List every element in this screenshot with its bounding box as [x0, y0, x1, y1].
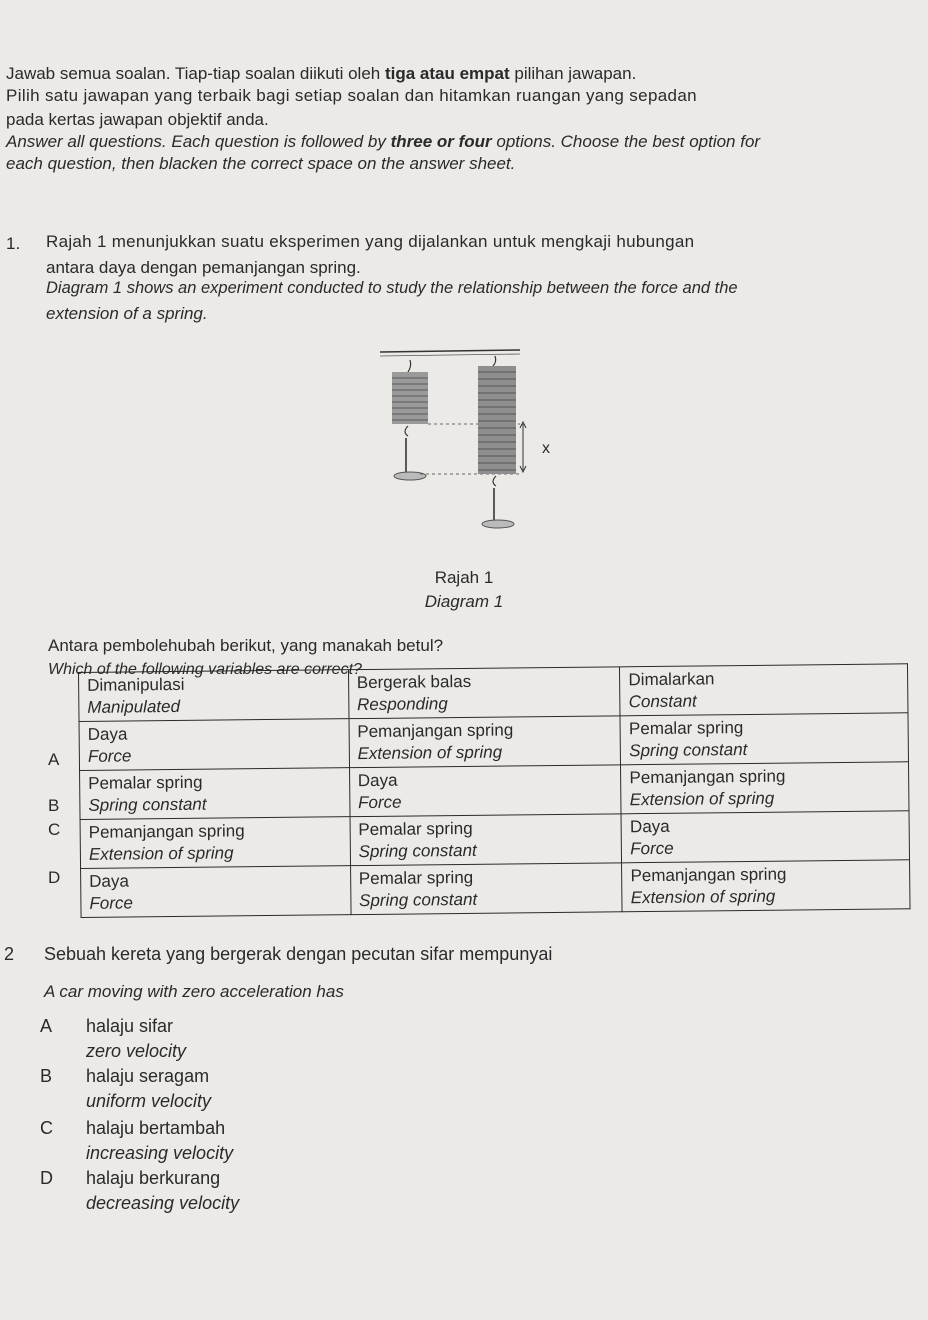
table-cell [350, 863, 622, 915]
spring-unloaded [392, 360, 428, 480]
table-row-a [79, 713, 908, 771]
table-header-row [79, 664, 908, 722]
q2-number: 2 [4, 944, 15, 964]
instruction-bm-line2: Pilih satu jawapan yang terbaik bagi setiap soalan dan hitamkan ruangan yang sepadan [6, 86, 697, 105]
table-cell [621, 762, 909, 814]
table-cell [620, 713, 908, 765]
cell-en: Spring constant [358, 889, 478, 911]
cell-en: Spring constant [629, 739, 748, 761]
q1-option-letter-c: C [48, 820, 61, 839]
table-cell [350, 814, 622, 866]
cell-bm: Daya [629, 816, 670, 837]
q1-option-letter-b: B [48, 796, 60, 815]
table-cell [349, 765, 621, 817]
cell-bm: Daya [89, 871, 129, 891]
table-cell [80, 768, 350, 820]
cell-bm: Pemanjangan spring [357, 720, 514, 742]
table-cell [80, 817, 350, 869]
table-cell [79, 719, 349, 771]
cell-bm: Bergerak balas [356, 671, 472, 693]
support-beam [380, 350, 520, 352]
q2-en: A car moving with zero acceleration has [44, 982, 344, 1001]
cell-bm: Pemalar spring [628, 718, 744, 739]
instruction-bm-end: pilihan jawapan. [509, 64, 637, 83]
instruction-bm-line3: pada kertas jawapan objektif anda. [6, 110, 269, 129]
cell-bm: Pemalar spring [358, 867, 474, 889]
diagram-caption-en: Diagram 1 [424, 592, 504, 611]
header-manipulated [79, 670, 349, 722]
instruction-bm-text: Jawab semua soalan. Tiap-tiap soalan diikuti oleh [6, 64, 385, 83]
q1-number: 1. [6, 234, 21, 253]
q2-option-c [40, 1118, 233, 1164]
option-en: uniform velocity [86, 1091, 212, 1111]
cell-bm: Daya [357, 770, 398, 791]
instruction-bm-line1 [6, 64, 636, 84]
cell-en: Spring constant [88, 794, 207, 815]
instruction-bm-bold: tiga atau empat [384, 64, 510, 83]
table-cell [81, 866, 351, 918]
variables-table [78, 663, 911, 918]
q1-bm-line1: Rajah 1 menunjukkan suatu eksperimen yang dijalankan untuk mengkaji hubungan [46, 232, 695, 251]
option-letter: C [40, 1118, 53, 1138]
table-cell [622, 860, 910, 912]
spring-loaded [478, 356, 516, 528]
instruction-en-bold: three or four [390, 132, 492, 151]
header-constant [620, 664, 908, 716]
cell-en: Extension of spring [357, 742, 503, 764]
q1-bm-line2: antara daya dengan pemanjangan spring. [46, 258, 361, 277]
cell-en: Force [89, 893, 133, 913]
option-en: zero velocity [86, 1041, 187, 1061]
q1-option-letter-d: D [48, 868, 61, 887]
table-cell [349, 716, 621, 768]
table-row-c [80, 811, 909, 869]
instruction-en-text: Answer all questions. Each question is followed by [6, 132, 391, 151]
cell-bm: Pemalar spring [88, 772, 203, 793]
cell-bm: Daya [87, 724, 128, 744]
q1-en-line1: Diagram 1 shows an experiment conducted to study the relationship between the force and the [46, 279, 738, 297]
cell-bm: Pemanjangan spring [630, 864, 787, 886]
cell-en: Force [357, 792, 402, 813]
instruction-en-end: options. Choose the best option for [491, 132, 761, 151]
cell-en: Responding [356, 694, 448, 715]
cell-bm: Dimanipulasi [87, 674, 185, 695]
cell-en: Force [630, 838, 674, 859]
extension-label: x [542, 440, 550, 457]
option-bm: halaju seragam [86, 1066, 210, 1086]
instruction-en-line2: each question, then blacken the correct space on the answer sheet. [6, 154, 516, 173]
option-letter: B [40, 1066, 53, 1086]
q1-option-letter-a: A [48, 750, 60, 769]
option-letter: D [40, 1168, 53, 1188]
cell-bm: Pemanjangan spring [88, 821, 245, 842]
header-responding [348, 667, 620, 719]
option-letter: A [40, 1016, 53, 1036]
q1-question-en: Which of the following variables are correct? [48, 661, 362, 678]
cell-en: Extension of spring [88, 843, 234, 864]
cell-bm: Pemalar spring [358, 818, 473, 840]
q2-bm: Sebuah kereta yang bergerak dengan pecutan sifar mempunyai [44, 944, 553, 964]
option-bm: halaju berkurang [86, 1168, 221, 1188]
cell-en: Extension of spring [629, 788, 775, 810]
cell-en: Extension of spring [630, 886, 776, 908]
diagram-caption-bm: Rajah 1 [434, 568, 494, 587]
q2-option-d [40, 1168, 239, 1214]
cell-en: Manipulated [87, 696, 181, 717]
cell-en: Spring constant [358, 840, 477, 862]
q2-option-b [40, 1066, 211, 1112]
table-row-d [81, 860, 910, 918]
q1-en-line2: extension of a spring. [46, 304, 208, 323]
q2-option-a [40, 1016, 186, 1062]
cell-bm: Dimalarkan [628, 669, 715, 690]
option-en: increasing velocity [86, 1143, 234, 1163]
q1-question-bm: Antara pembolehubah berikut, yang manakah betul? [48, 636, 444, 655]
cell-en: Force [87, 746, 132, 766]
cell-bm: Pemanjangan spring [629, 766, 786, 788]
table-cell [621, 811, 909, 863]
spring-experiment-diagram [370, 340, 570, 540]
instruction-en-line1 [6, 132, 760, 152]
cell-en: Constant [628, 691, 697, 712]
table-row-b [80, 762, 909, 820]
option-bm: halaju sifar [86, 1016, 174, 1036]
option-bm: halaju bertambah [86, 1118, 226, 1138]
option-en: decreasing velocity [86, 1193, 240, 1213]
